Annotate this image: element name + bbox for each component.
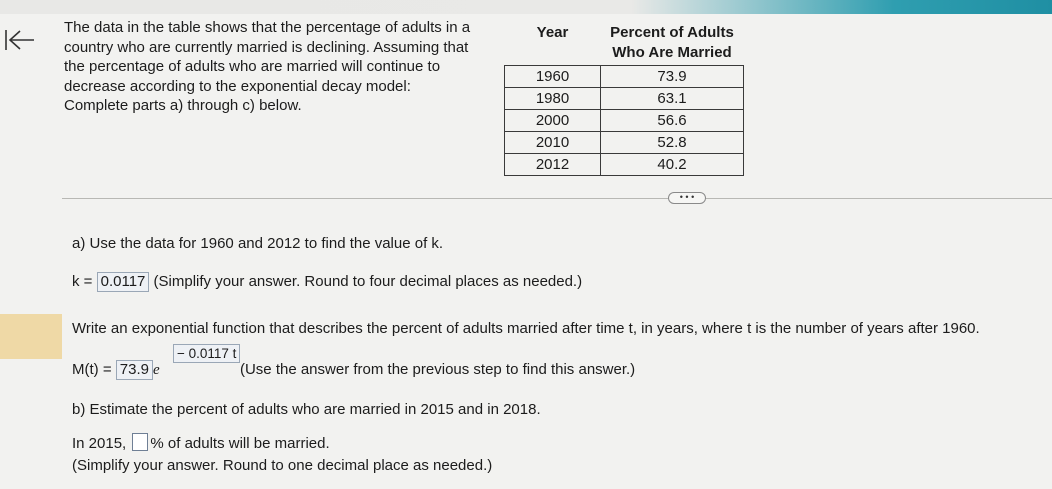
table-cell-percent: 40.2 — [601, 154, 744, 176]
e-base: e — [152, 362, 160, 378]
in-2015-prefix: In 2015, — [72, 435, 127, 452]
table-row — [505, 154, 744, 176]
table-cell-year: 1960 — [505, 66, 601, 88]
k-hint: (Simplify your answer. Round to four decimal places as needed.) — [153, 273, 583, 290]
current-step-marker — [0, 314, 62, 359]
data-table — [504, 21, 744, 176]
problem-line: The data in the table shows that the percentage of adults in a — [64, 19, 471, 36]
column-header-percent: Percent of Adults Who Are Married — [610, 24, 734, 61]
k-answer-box[interactable]: 0.0117 — [97, 272, 150, 292]
part-b-hint: (Simplify your answer. Round to one decimal place as needed.) — [72, 457, 493, 474]
m-coefficient-box[interactable]: 73.9 — [116, 360, 153, 380]
table-cell-percent: 52.8 — [601, 132, 744, 154]
table-header-row — [505, 21, 744, 66]
problem-line: country who are currently married is declining. Assuming that — [64, 38, 469, 56]
function-answer-line — [72, 360, 635, 380]
table-row — [505, 132, 744, 154]
table-cell-percent: 56.6 — [601, 110, 744, 132]
column-header-year: Year — [536, 24, 569, 41]
table-row — [505, 110, 744, 132]
m-exponent-box[interactable]: − 0.0117 t — [173, 344, 240, 363]
part-b-prompt: b) Estimate the percent of adults who are married in 2015 and in 2018. — [72, 401, 541, 418]
m-hint: (Use the answer from the previous step to find this answer.) — [239, 361, 636, 378]
table-cell-percent: 73.9 — [601, 66, 744, 88]
expand-more-button[interactable]: • • • — [668, 192, 706, 204]
m-label: M(t) = — [72, 361, 112, 378]
problem-statement — [64, 18, 504, 116]
part-a-prompt: a) Use the data for 1960 and 2012 to find the value of k. — [72, 235, 444, 252]
table-cell-percent: 63.1 — [601, 88, 744, 110]
problem-line: decrease according to the exponential decay model: — [64, 77, 411, 95]
table-cell-year: 2000 — [505, 110, 601, 132]
k-label: k = — [72, 273, 93, 290]
table-cell-year: 1980 — [505, 88, 601, 110]
top-banner — [0, 0, 1052, 14]
problem-line: the percentage of adults who are married will continue to — [64, 58, 441, 76]
section-divider — [62, 198, 1052, 199]
table-row — [505, 88, 744, 110]
table-cell-year: 2012 — [505, 154, 601, 176]
back-arrow-icon[interactable] — [2, 28, 36, 52]
answer-2015-input[interactable] — [132, 433, 148, 451]
k-answer-line — [72, 272, 582, 292]
function-prompt: Write an exponential function that describes the percent of adults married after time t, in years, where t is the number of years after 1960. — [72, 320, 980, 337]
problem-line: Complete parts a) through c) below. — [64, 97, 302, 115]
in-2015-line — [72, 433, 330, 452]
in-2015-suffix: % of adults will be married. — [150, 435, 330, 452]
table-cell-year: 2010 — [505, 132, 601, 154]
table-row — [505, 66, 744, 88]
